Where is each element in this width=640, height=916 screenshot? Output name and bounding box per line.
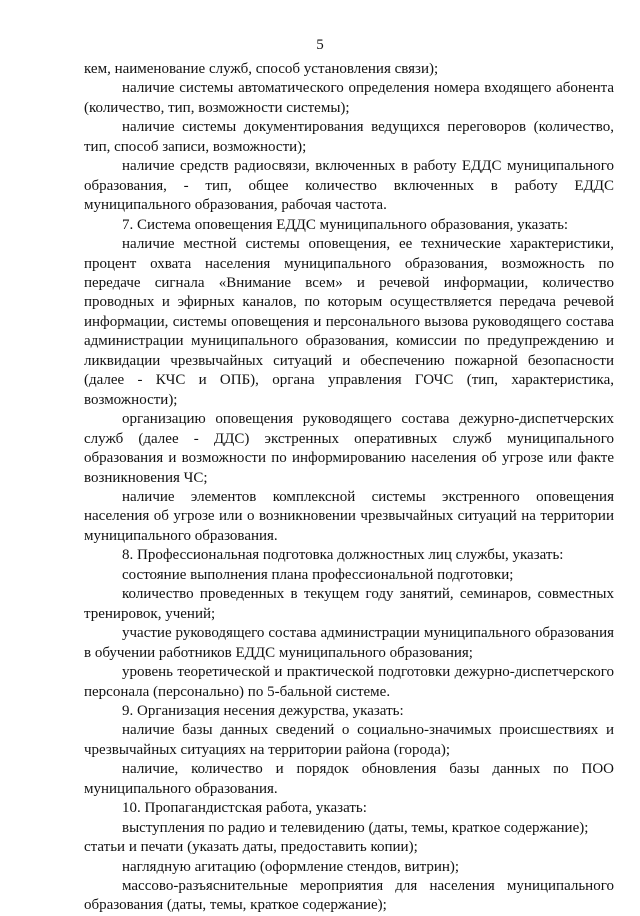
- document-body: [84, 60, 614, 916]
- paragraph: участие руководящего состава администрации муниципального образования в обучении работников ЕДДС муниципального образования;: [84, 625, 614, 661]
- paragraph: 10. Пропагандистская работа, указать:: [122, 800, 367, 817]
- paragraph: кем, наименование служб, способ установления связи);: [84, 61, 439, 77]
- paragraph: массово-разъяснительные мероприятия для населения муниципального образования (даты, темы, краткое содержание);: [84, 878, 614, 914]
- paragraph: наличие средств радиосвязи, включенных в работу ЕДДС муниципального образования, - тип, общее количество включенных в работу ЕДДС муниципального образования, рабочая частота.: [84, 158, 614, 214]
- paragraph: количество проведенных в текущем году занятий, семинаров, совместных тренировок, учений;: [84, 586, 614, 622]
- paragraph: организацию оповещения руководящего состава дежурно-диспетчерских служб (далее - ДДС) экстренных оперативных служб муниципального образования и возможности по информированию населения об угрозе или факте возникновения ЧС;: [84, 411, 614, 486]
- paragraph: наглядную агитацию (оформление стендов, витрин);: [122, 858, 460, 875]
- paragraph: статьи и печати (указать даты, предоставить копии);: [84, 839, 418, 856]
- paragraph: наличие элементов комплексной системы экстренного оповещения населения об угрозе или о возникновении чрезвычайных ситуаций на территории муниципального образования.: [84, 488, 614, 544]
- paragraph: 9. Организация несения дежурства, указать:: [122, 702, 404, 719]
- paragraph: наличие системы документирования ведущихся переговоров (количество, тип, способ записи, возможности);: [84, 119, 614, 155]
- paragraph: наличие системы автоматического определения номера входящего абонента (количество, тип, возможности системы);: [84, 80, 614, 116]
- paragraph: 8. Профессиональная подготовка должностных лиц службы, указать:: [122, 547, 564, 564]
- paragraph: состояние выполнения плана профессиональной подготовки;: [122, 566, 514, 583]
- paragraph: наличие базы данных сведений о социально-значимых происшествиях и чрезвычайных ситуациях на территории района (города);: [84, 722, 614, 758]
- paragraph: наличие местной системы оповещения, ее технические характеристики, процент охвата населения муниципального образования, возможность по передаче сигнала «Внимание всем» и речевой информации, количество проводных и эфирных каналов, по которым осуществляется передача речевой информации, системы оповещения и персонального вызова руководящего состава администрации муниципального образования, комиссии по предупреждению и ликвидации чрезвычайных ситуаций и обеспечению пожарной безопасности (далее - КЧС и ОПБ), органа управления ГОЧС (тип, характеристика, возможности);: [84, 236, 614, 408]
- page-number: 5: [316, 37, 324, 53]
- paragraph: наличие, количество и порядок обновления базы данных по ПОО муниципального образования.: [84, 761, 614, 797]
- paragraph: выступления по радио и телевидению (даты, темы, краткое содержание);: [122, 819, 589, 836]
- paragraph: уровень теоретической и практической подготовки дежурно-диспетчерского персонала (персонально) по 5-бальной системе.: [84, 664, 614, 700]
- paragraph: 7. Система оповещения ЕДДС муниципального образования, указать:: [122, 216, 569, 233]
